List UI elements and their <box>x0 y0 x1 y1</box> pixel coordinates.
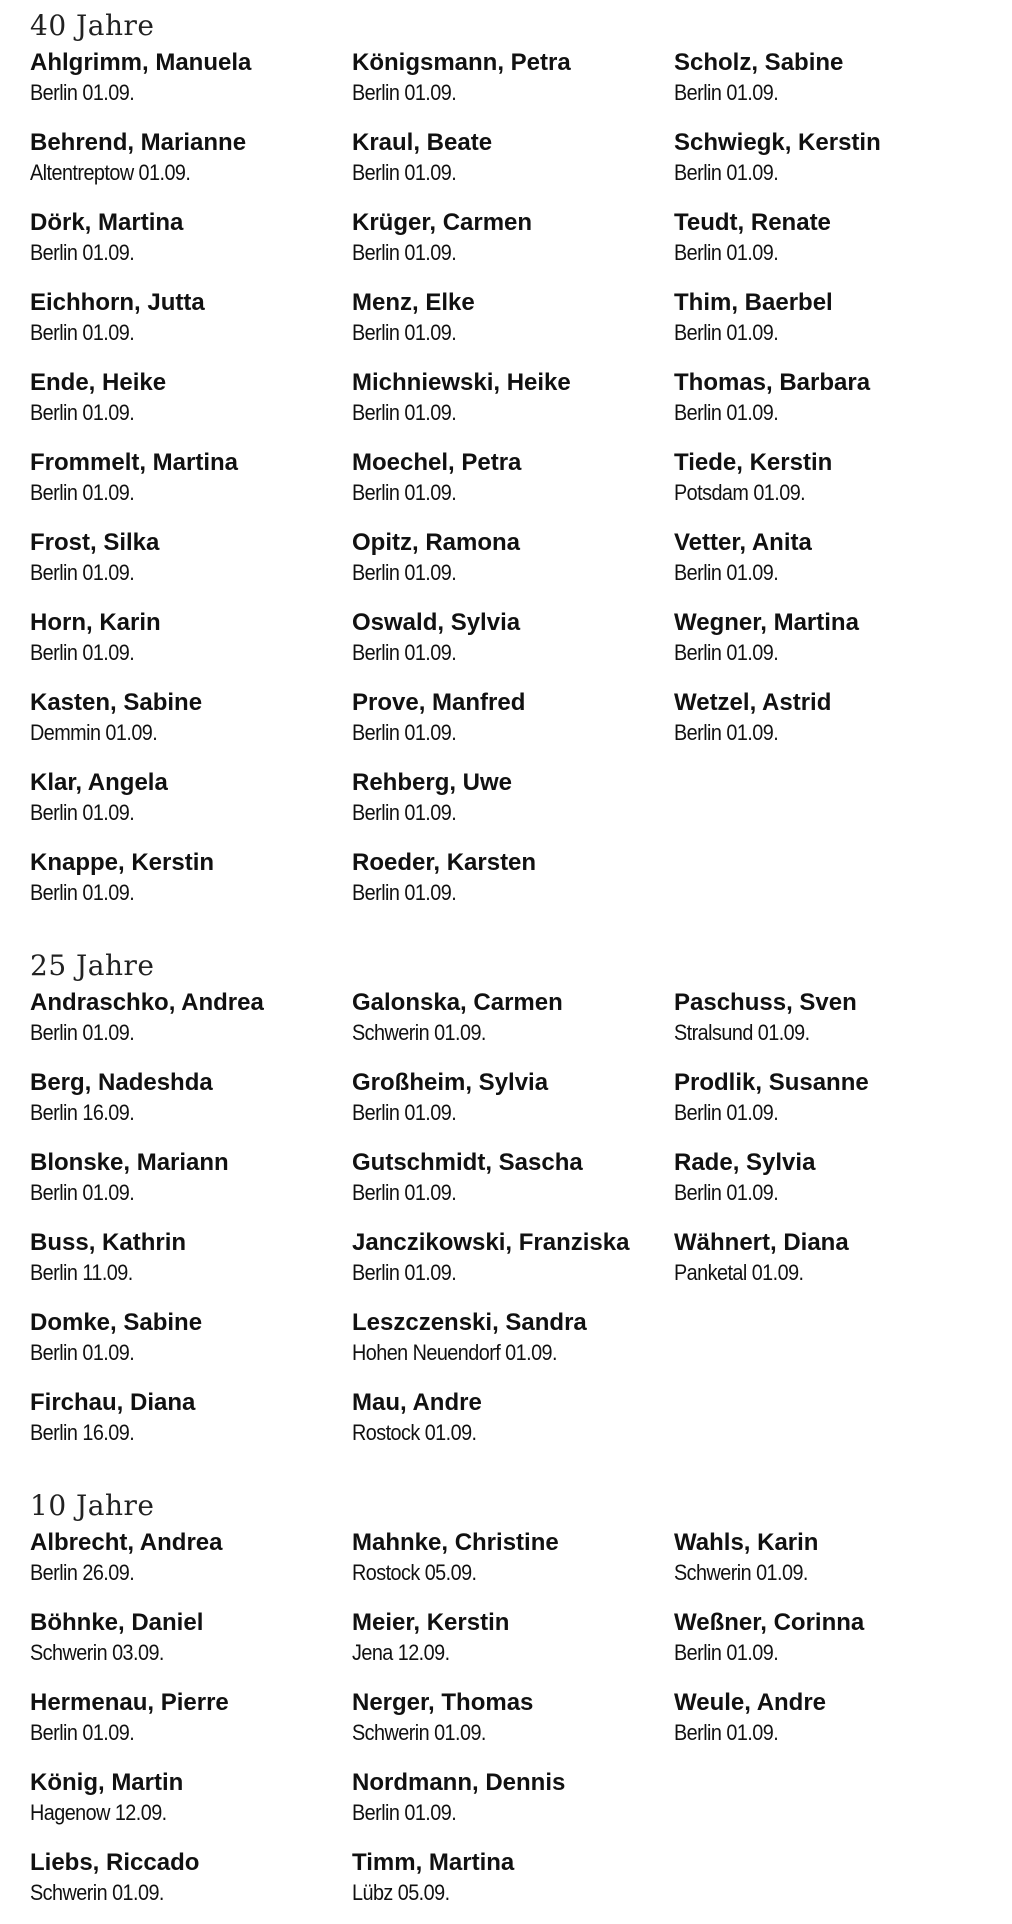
person-name: Rehberg, Uwe <box>352 769 513 796</box>
person-entry <box>30 1764 352 1844</box>
person-place-date: Berlin 01.09. <box>30 800 135 825</box>
person-entry <box>352 204 674 284</box>
person-name: Nordmann, Dennis <box>352 1769 566 1796</box>
person-place-date: Schwerin 01.09. <box>30 1880 164 1905</box>
person-entry <box>674 1224 990 1304</box>
person-place-date: Berlin 01.09. <box>674 160 779 185</box>
person-entry <box>674 1064 990 1144</box>
person-place-date: Berlin 01.09. <box>674 320 779 345</box>
person-entry <box>352 1764 674 1844</box>
person-name: Dörk, Martina <box>30 209 184 236</box>
person-place-date: Berlin 01.09. <box>30 480 135 505</box>
person-name: Böhnke, Daniel <box>30 1609 204 1636</box>
person-place-date: Berlin 01.09. <box>30 560 135 585</box>
person-entry <box>30 524 352 604</box>
person-place-date: Berlin 01.09. <box>674 80 779 105</box>
person-name: Roeder, Karsten <box>352 849 537 876</box>
person-place-date: Berlin 01.09. <box>30 1340 135 1365</box>
person-place-date: Altentreptow 01.09. <box>30 160 191 185</box>
person-name: Schwiegk, Kerstin <box>674 129 881 156</box>
person-entry <box>674 1604 990 1684</box>
person-entry <box>352 984 674 1064</box>
person-name: Galonska, Carmen <box>352 989 563 1016</box>
person-name: Knappe, Kerstin <box>30 849 215 876</box>
person-name: Wegner, Martina <box>674 609 859 636</box>
section-title: 40 Jahre <box>30 9 155 42</box>
person-entry <box>674 524 990 604</box>
person-place-date: Berlin 01.09. <box>352 640 457 665</box>
person-place-date: Berlin 01.09. <box>30 640 135 665</box>
person-place-date: Berlin 01.09. <box>352 880 457 905</box>
person-entry <box>674 1524 990 1604</box>
person-entry <box>30 44 352 124</box>
person-place-date: Schwerin 01.09. <box>352 1720 486 1745</box>
names-grid <box>30 44 990 924</box>
person-entry <box>352 604 674 684</box>
person-place-date: Schwerin 03.09. <box>30 1640 164 1665</box>
person-entry <box>30 204 352 284</box>
person-place-date: Berlin 01.09. <box>674 1640 779 1665</box>
person-entry <box>30 1524 352 1604</box>
person-name: Frommelt, Martina <box>30 449 239 476</box>
person-place-date: Berlin 01.09. <box>352 1800 457 1825</box>
section-title: 10 Jahre <box>30 1489 155 1522</box>
person-name: Berg, Nadeshda <box>30 1069 213 1096</box>
person-name: Prove, Manfred <box>352 689 526 716</box>
person-name: Opitz, Ramona <box>352 529 521 556</box>
person-entry <box>352 684 674 764</box>
person-name: Firchau, Diana <box>30 1389 196 1416</box>
person-name: König, Martin <box>30 1769 184 1796</box>
person-entry <box>674 204 990 284</box>
person-place-date: Jena 12.09. <box>352 1640 450 1665</box>
person-place-date: Berlin 01.09. <box>674 1180 779 1205</box>
person-place-date: Rostock 01.09. <box>352 1420 477 1445</box>
person-entry <box>674 124 990 204</box>
person-place-date: Berlin 01.09. <box>30 80 135 105</box>
person-name: Nerger, Thomas <box>352 1689 534 1716</box>
person-name: Tiede, Kerstin <box>674 449 833 476</box>
person-place-date: Berlin 26.09. <box>30 1560 135 1585</box>
person-entry <box>352 1524 674 1604</box>
person-name: Meier, Kerstin <box>352 1609 510 1636</box>
person-place-date: Stralsund 01.09. <box>674 1020 810 1045</box>
person-entry <box>352 844 674 924</box>
person-entry <box>352 364 674 444</box>
person-place-date: Berlin 01.09. <box>352 80 457 105</box>
person-name: Andraschko, Andrea <box>30 989 264 1016</box>
person-entry <box>30 684 352 764</box>
person-entry <box>30 1064 352 1144</box>
person-place-date: Panketal 01.09. <box>674 1260 804 1285</box>
person-entry <box>352 44 674 124</box>
person-name: Oswald, Sylvia <box>352 609 521 636</box>
anniversary-section <box>30 1488 990 1924</box>
person-entry <box>30 604 352 684</box>
person-entry <box>352 1684 674 1764</box>
person-name: Klar, Angela <box>30 769 168 796</box>
person-entry <box>674 444 990 524</box>
person-place-date: Berlin 16.09. <box>30 1420 135 1445</box>
person-entry <box>30 844 352 924</box>
person-name: Eichhorn, Jutta <box>30 289 205 316</box>
person-name: Timm, Martina <box>352 1849 515 1876</box>
person-place-date: Berlin 01.09. <box>30 400 135 425</box>
person-name: Buss, Kathrin <box>30 1229 187 1256</box>
person-place-date: Lübz 05.09. <box>352 1880 450 1905</box>
person-name: Horn, Karin <box>30 609 161 636</box>
person-entry <box>674 984 990 1064</box>
section-title: 25 Jahre <box>30 949 155 982</box>
names-grid <box>30 984 990 1464</box>
person-entry <box>352 124 674 204</box>
person-entry <box>30 1684 352 1764</box>
person-name: Krüger, Carmen <box>352 209 533 236</box>
person-place-date: Berlin 01.09. <box>674 640 779 665</box>
person-entry <box>352 444 674 524</box>
person-place-date: Berlin 01.09. <box>352 1180 457 1205</box>
person-place-date: Berlin 11.09. <box>30 1260 133 1285</box>
person-place-date: Berlin 01.09. <box>30 1180 135 1205</box>
person-place-date: Berlin 01.09. <box>30 880 135 905</box>
names-grid <box>30 1524 990 1924</box>
person-name: Mahnke, Christine <box>352 1529 559 1556</box>
person-place-date: Berlin 01.09. <box>352 800 457 825</box>
person-name: Großheim, Sylvia <box>352 1069 549 1096</box>
person-name: Frost, Silka <box>30 529 160 556</box>
person-place-date: Berlin 01.09. <box>30 1720 135 1745</box>
person-entry <box>352 1064 674 1144</box>
person-entry <box>674 364 990 444</box>
person-name: Weßner, Corinna <box>674 1609 865 1636</box>
anniversary-section <box>30 948 990 1464</box>
person-place-date: Berlin 01.09. <box>674 400 779 425</box>
person-name: Menz, Elke <box>352 289 475 316</box>
person-place-date: Berlin 01.09. <box>674 720 779 745</box>
person-place-date: Potsdam 01.09. <box>674 480 806 505</box>
person-name: Vetter, Anita <box>674 529 812 556</box>
person-entry <box>674 604 990 684</box>
person-place-date: Rostock 05.09. <box>352 1560 477 1585</box>
person-name: Königsmann, Petra <box>352 49 571 76</box>
person-place-date: Berlin 01.09. <box>30 1020 135 1045</box>
person-entry <box>30 1144 352 1224</box>
person-name: Behrend, Marianne <box>30 129 247 156</box>
person-place-date: Berlin 01.09. <box>352 1100 457 1125</box>
anniversary-list <box>30 8 990 1924</box>
person-place-date: Berlin 01.09. <box>352 480 457 505</box>
person-name: Ahlgrimm, Manuela <box>30 49 252 76</box>
person-name: Kraul, Beate <box>352 129 493 156</box>
person-place-date: Berlin 01.09. <box>674 1720 779 1745</box>
person-name: Wähnert, Diana <box>674 1229 849 1256</box>
person-name: Domke, Sabine <box>30 1309 203 1336</box>
person-entry <box>30 764 352 844</box>
person-entry <box>352 764 674 844</box>
person-entry <box>352 1304 674 1384</box>
person-place-date: Berlin 01.09. <box>30 320 135 345</box>
person-name: Prodlik, Susanne <box>674 1069 869 1096</box>
person-name: Moechel, Petra <box>352 449 522 476</box>
person-place-date: Berlin 01.09. <box>352 320 457 345</box>
person-name: Paschuss, Sven <box>674 989 857 1016</box>
person-place-date: Berlin 01.09. <box>674 560 779 585</box>
person-place-date: Berlin 01.09. <box>674 240 779 265</box>
person-place-date: Schwerin 01.09. <box>674 1560 808 1585</box>
person-entry <box>352 524 674 604</box>
person-entry <box>674 1144 990 1224</box>
person-entry <box>30 284 352 364</box>
person-place-date: Berlin 01.09. <box>352 160 457 185</box>
person-place-date: Berlin 01.09. <box>352 400 457 425</box>
person-entry <box>30 364 352 444</box>
person-place-date: Berlin 01.09. <box>30 240 135 265</box>
person-name: Albrecht, Andrea <box>30 1529 223 1556</box>
person-name: Mau, Andre <box>352 1389 482 1416</box>
person-entry <box>30 124 352 204</box>
person-entry <box>674 684 990 764</box>
person-name: Scholz, Sabine <box>674 49 844 76</box>
person-place-date: Berlin 16.09. <box>30 1100 135 1125</box>
person-name: Janczikowski, Franziska <box>352 1229 630 1256</box>
person-place-date: Demmin 01.09. <box>30 720 158 745</box>
person-name: Blonske, Mariann <box>30 1149 229 1176</box>
person-place-date: Berlin 01.09. <box>352 1260 457 1285</box>
person-entry <box>30 1304 352 1384</box>
person-entry <box>352 1844 674 1924</box>
person-name: Rade, Sylvia <box>674 1149 816 1176</box>
person-place-date: Hagenow 12.09. <box>30 1800 167 1825</box>
person-name: Liebs, Riccado <box>30 1849 200 1876</box>
person-entry <box>352 1224 674 1304</box>
anniversary-section <box>30 8 990 924</box>
person-entry <box>674 284 990 364</box>
person-entry <box>30 984 352 1064</box>
person-place-date: Berlin 01.09. <box>674 1100 779 1125</box>
person-entry <box>30 1384 352 1464</box>
person-entry <box>30 444 352 524</box>
person-name: Thim, Baerbel <box>674 289 833 316</box>
person-name: Leszczenski, Sandra <box>352 1309 587 1336</box>
person-place-date: Berlin 01.09. <box>352 720 457 745</box>
person-name: Hermenau, Pierre <box>30 1689 229 1716</box>
person-entry <box>352 1144 674 1224</box>
person-name: Ende, Heike <box>30 369 167 396</box>
person-entry <box>30 1844 352 1924</box>
person-place-date: Berlin 01.09. <box>352 560 457 585</box>
person-place-date: Berlin 01.09. <box>352 240 457 265</box>
person-name: Wetzel, Astrid <box>674 689 832 716</box>
person-name: Teudt, Renate <box>674 209 831 236</box>
person-entry <box>674 1684 990 1764</box>
person-name: Wahls, Karin <box>674 1529 819 1556</box>
person-name: Gutschmidt, Sascha <box>352 1149 583 1176</box>
person-entry <box>674 44 990 124</box>
person-place-date: Hohen Neuendorf 01.09. <box>352 1340 557 1365</box>
person-entry <box>352 1384 674 1464</box>
person-name: Kasten, Sabine <box>30 689 203 716</box>
person-entry <box>352 1604 674 1684</box>
person-name: Weule, Andre <box>674 1689 827 1716</box>
person-entry <box>30 1604 352 1684</box>
person-name: Thomas, Barbara <box>674 369 871 396</box>
person-entry <box>352 284 674 364</box>
person-place-date: Schwerin 01.09. <box>352 1020 486 1045</box>
person-name: Michniewski, Heike <box>352 369 571 396</box>
person-entry <box>30 1224 352 1304</box>
